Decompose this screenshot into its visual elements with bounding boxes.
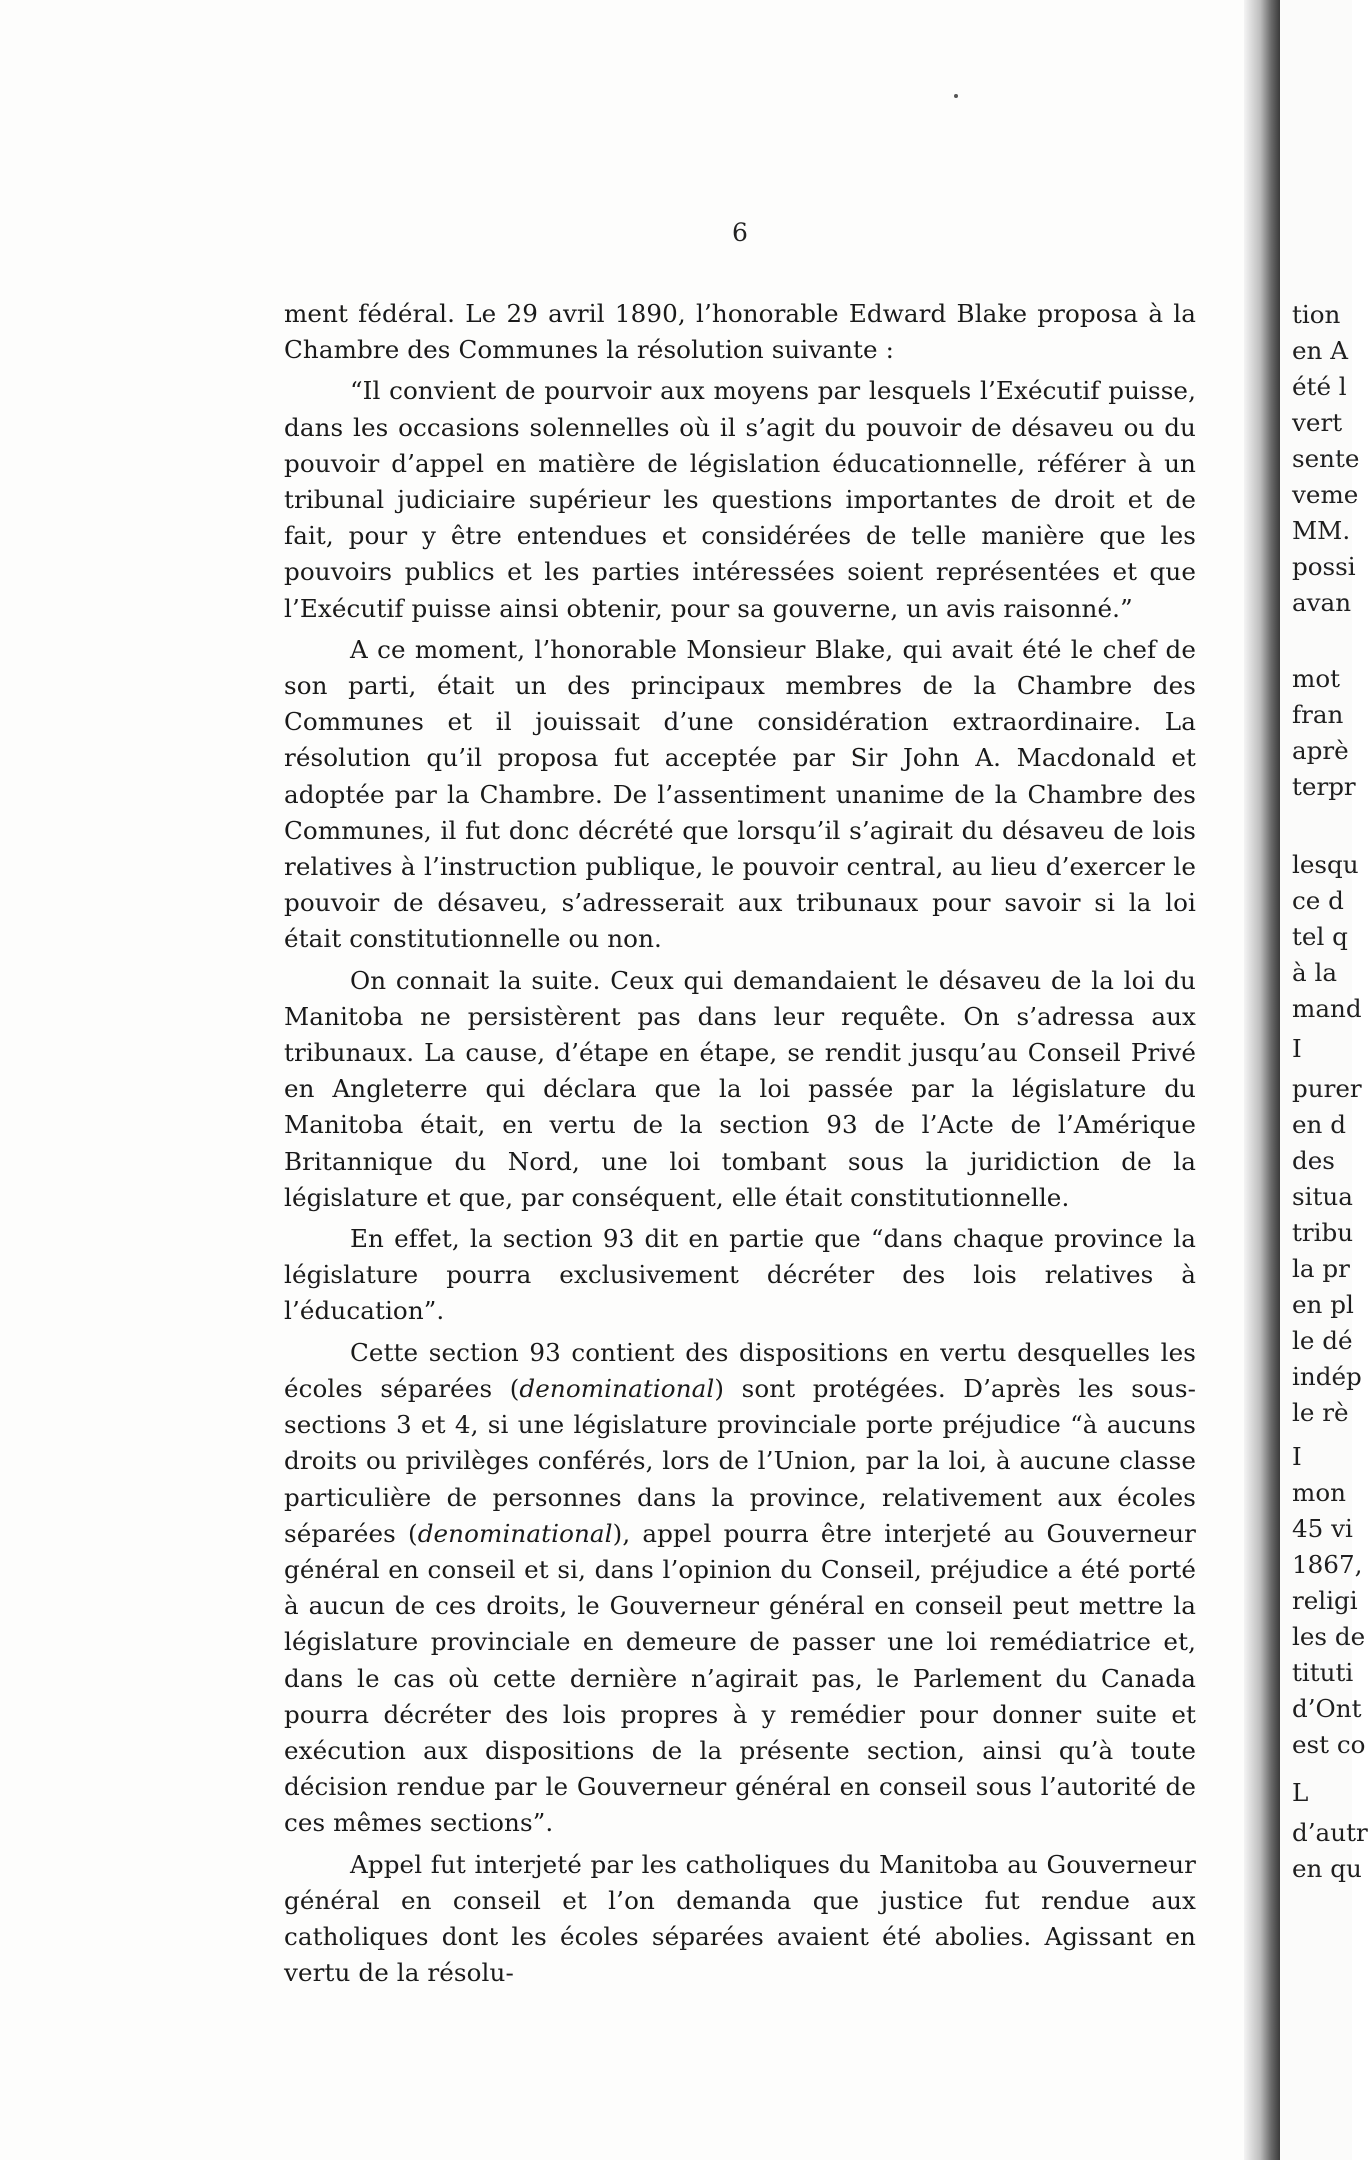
adjacent-line: la pr [1292, 1254, 1350, 1283]
adjacent-line: fran [1292, 700, 1344, 729]
adjacent-line: terpr [1292, 772, 1356, 801]
adjacent-line: des [1292, 1146, 1335, 1175]
adjacent-line: I [1292, 1442, 1302, 1471]
paragraph-section-93-quote: En effet, la section 93 dit en partie que “dans chaque province la législature pourra exclusivement décréter des lois relatives à l’éducation”. [284, 1224, 1196, 1326]
adjacent-line: vert [1292, 408, 1343, 437]
adjacent-line: mon [1292, 1478, 1346, 1507]
adjacent-line: lesqu [1292, 850, 1359, 879]
paragraph-resolution-quote: “Il convient de pourvoir aux moyens par lesquels l’Exécutif puisse, dans les occasions solennelles où il s’agit du pouvoir de désaveu ou du pouvoir d’appel en matière de législation éducationnelle, référer à un tribunal judiciaire supérieur les questions importantes de droit et de fait, pour y être entendues et considérées de telle manière que les pouvoirs publics et les parties intéressées soient représentées et que l’Exécutif puisse ainsi obtenir, pour sa gouverne, un avis raisonné.” [284, 376, 1196, 623]
adjacent-line: I [1292, 1034, 1302, 1063]
paragraph-blake: A ce moment, l’honorable Monsieur Blake, qui avait été le chef de son parti, était un des principaux membres de la Chambre des Communes et il jouissait d’une considération extraordinaire. La résolution qu’il proposa fut acceptée par Sir John A. Macdonald et adoptée par la Chambre. De l’assentiment unanime de la Chambre des Communes, il fut donc décrété que lorsqu’il s’agirait du désaveu de lois relatives à l’instruction publique, le pouvoir central, au lieu d’exercer le pouvoir de désaveu, s’adresserait aux tribunaux pour savoir si la loi était constitutionnelle ou non. [284, 634, 1196, 954]
adjacent-line: mand [1292, 994, 1362, 1023]
section-93-text-1: Cette section 93 contient des dispositions en vertu desquelles les écoles séparées ( [284, 1337, 1196, 1403]
section-93-italic-1: denominational [519, 1373, 715, 1403]
adjacent-line: à la [1292, 958, 1338, 987]
adjacent-line: sente [1292, 444, 1360, 473]
paragraph-resolution-intro: ment fédéral. Le 29 avril 1890, l’honorable Edward Blake proposa à la Chambre des Communes la résolution suivante : [284, 299, 1196, 365]
adjacent-line: aprè [1292, 736, 1349, 765]
adjacent-line: le rè [1292, 1398, 1349, 1427]
adjacent-line: est co [1292, 1730, 1366, 1759]
adjacent-line: tribu [1292, 1218, 1354, 1247]
adjacent-line: en qu [1292, 1854, 1362, 1883]
section-93-italic-2: denominational [417, 1518, 613, 1548]
adjacent-line: tel q [1292, 922, 1348, 951]
adjacent-line: le dé [1292, 1326, 1353, 1355]
body-text [284, 296, 1196, 1996]
section-93-text-3: ), appel pourra être interjeté au Gouverneur général en conseil et si, dans l’opinion du Conseil, préjudice a été porté à aucun de ces droits, le Gouverneur général en conseil peut mettre la législature provinciale en demeure de passer une loi remédiatrice et, dans le cas où cette dernière n’agirait pas, le Parlement du Canada pourra décréter des lois propres à y remédier pour donner suite et exécution aux dispositions de la présente section, ainsi qu’à toute décision rendue par le Gouverneur général en conseil sous l’autorité de ces mêmes sections”. [284, 1518, 1196, 1838]
adjacent-line: religi [1292, 1586, 1358, 1615]
paragraph-manitoba: On connait la suite. Ceux qui demandaient le désaveu de la loi du Manitoba ne persistèrent pas dans leur requête. On s’adressa aux tribunaux. La cause, d’étape en étape, se rendit jusqu’au Conseil Privé en Angleterre qui déclara que la loi passée par la législature du Manitoba était, en vertu de la section 93 de l’Acte de l’Amérique Britannique du Nord, une loi tombant sous la juridiction de la législature et que, par conséquent, elle était constitutionnelle. [284, 965, 1196, 1212]
adjacent-line: tituti [1292, 1658, 1354, 1687]
page-number: 6 [732, 218, 748, 247]
adjacent-line: L [1292, 1778, 1309, 1807]
adjacent-line: les de [1292, 1622, 1366, 1651]
scan-speck [954, 94, 958, 98]
adjacent-line: d’Ont [1292, 1694, 1362, 1723]
adjacent-line: 45 vi [1292, 1514, 1353, 1543]
adjacent-line: été l [1292, 372, 1347, 401]
adjacent-line: avan [1292, 588, 1352, 617]
adjacent-line: indép [1292, 1362, 1362, 1391]
section-93-text-2: ) sont protégées. D’après les sous-sections 3 et 4, si une législature provinciale porte préjudice “à aucuns droits ou privilèges conférés, lors de l’Union, par la loi, à aucune classe particulière de personnes dans la province, relativement aux écoles séparées ( [284, 1373, 1196, 1548]
adjacent-line: situa [1292, 1182, 1353, 1211]
adjacent-line: MM. [1292, 516, 1351, 545]
adjacent-line: possi [1292, 552, 1356, 581]
adjacent-line: veme [1292, 480, 1359, 509]
adjacent-line: en A [1292, 336, 1348, 365]
paragraph-section-93-details [284, 1335, 1196, 1842]
adjacent-line: mot [1292, 664, 1341, 693]
adjacent-line: purer [1292, 1074, 1362, 1103]
adjacent-line: tion [1292, 300, 1341, 329]
paragraph-appeal: Appel fut interjeté par les catholiques du Manitoba au Gouverneur général en conseil et l’on demanda que justice fut rendue aux catholiques dont les écoles séparées avaient été abolies. Agissant en vertu de la résolu- [284, 1849, 1196, 1988]
binding-gutter [1244, 0, 1280, 2160]
adjacent-line: en pl [1292, 1290, 1354, 1319]
adjacent-page [1280, 0, 1368, 2160]
adjacent-line: en d [1292, 1110, 1346, 1139]
adjacent-line: ce d [1292, 886, 1344, 915]
adjacent-line: 1867, [1292, 1550, 1363, 1579]
adjacent-line: d’autr [1292, 1818, 1368, 1847]
